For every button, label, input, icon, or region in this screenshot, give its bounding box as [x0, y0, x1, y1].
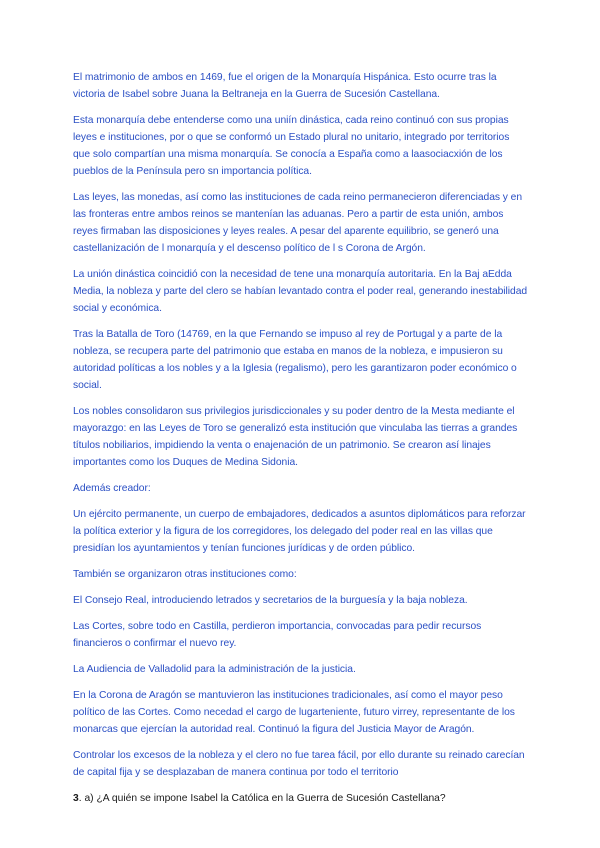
question-line — [73, 790, 528, 807]
paragraph-7: Además creador: — [73, 483, 151, 494]
paragraph-5: Tras la Batalla de Toro (14769, en la que Fernando se impuso al rey de Portugal y a parte de la nobleza, se recupera parte del patrimonio que estaba en manos de la nobleza, e impusieron su autoridad políticas a los nobles y a la Iglesia (regalismo), pero les garantizaron poder económico o social. — [73, 329, 517, 391]
paragraph-14: Controlar los excesos de la nobleza y el clero no fue tarea fácil, por ello durante su reinado carecían de capital fija y se desplazaban de manera continua por todo el territorio — [73, 750, 525, 778]
paragraph-4: La unión dinástica coincidió con la necesidad de tene una monarquía autoritaria. En la Baj aEdda Media, la nobleza y parte del clero se habían levantado contra el poder real, generando inestabilidad social y económica. — [73, 269, 528, 314]
paragraph-13: En la Corona de Aragón se mantuvieron las instituciones tradicionales, así como el mayor peso político de las Cortes. Como necedad el cargo de lugarteniente, futuro virrey, representante de los monarcas que ejercían la autoridad real. Continuó la figura del Justicia Mayor de Aragón. — [73, 690, 515, 735]
paragraph-2: Esta monarquía debe entenderse como una uniín dinástica, cada reino continuó con sus propias leyes e instituciones, por o que se conformó un Estado plural no unitario, integrado por territorios que solo compartían una misma monarquía. Se conocía a España como a laasociacxión de los pueblos de la Península pero sn importancia política. — [73, 115, 510, 177]
paragraph-3: Las leyes, las monedas, así como las instituciones de cada reino permanecieron diferenciadas y en las fronteras entre ambos reinos se mantenían las aduanas. Pero a partir de esta unión, ambos reyes firmaban las disposiciones y leyes reales. A pesar del aparente equilibrio, se generó una castellanización de l monarquía y el descenso político de l s Corona de Argón. — [73, 192, 523, 254]
paragraph-10: El Consejo Real, introduciendo letrados y secretarios de la burguesía y la baja nobleza. — [73, 595, 468, 606]
paragraph-11: Las Cortes, sobre todo en Castilla, perdieron importancia, convocadas para pedir recursos financieros o confirmar el nuevo rey. — [73, 621, 482, 649]
question-number: 3 — [73, 793, 79, 804]
paragraph-1: El matrimonio de ambos en 1469, fue el origen de la Monarquía Hispánica. Esto ocurre tras la victoria de Isabel sobre Juana la Beltraneja en la Guerra de Sucesión Castellana. — [73, 72, 497, 100]
question-text: . a) ¿A quién se impone Isabel la Católica en la Guerra de Sucesión Castellana? — [78, 793, 446, 804]
paragraph-12: La Audiencia de Valladolid para la administración de la justicia. — [73, 664, 356, 675]
paragraph-8: Un ejército permanente, un cuerpo de embajadores, dedicados a asuntos diplomáticos para reforzar la política exterior y la figura de los corregidores, los delegado del poder real en las villas que presidían los ayuntamientos y tenían funciones jurídicas y de orden público. — [73, 509, 526, 554]
paragraph-6: Los nobles consolidaron sus privilegios jurisdiccionales y su poder dentro de la Mesta mediante el mayorazgo: en las Leyes de Toro se generalizó esta institución que vinculaba las tierras a grandes títulos nobiliarios, impidiendo la venta o enajenación de un patrimonio. Se crearon así linajes importantes como los Duques de Medina Sidonia. — [73, 406, 518, 468]
paragraph-9: También se organizaron otras instituciones como: — [73, 569, 297, 580]
